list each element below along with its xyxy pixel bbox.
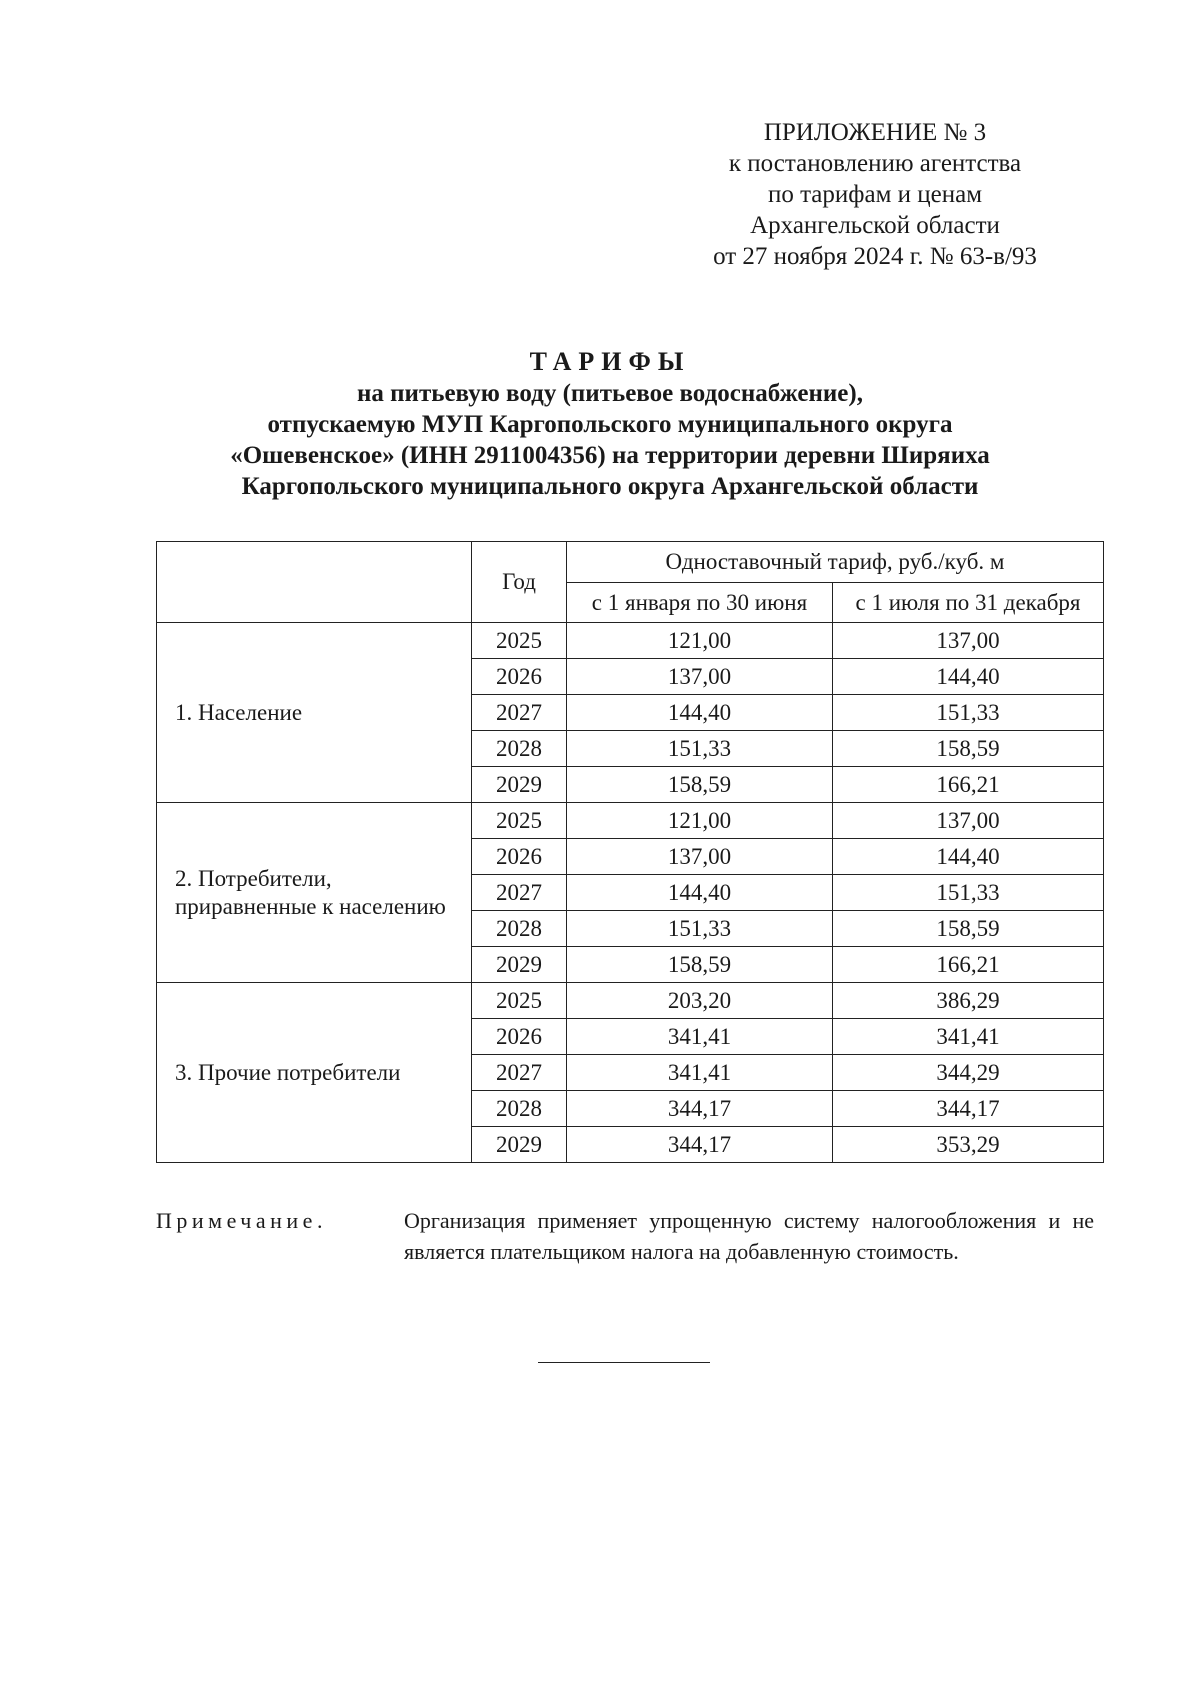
table-row: [157, 803, 1104, 839]
year-cell: 2027: [472, 1055, 567, 1091]
tariff-cell-period-2: 137,00: [833, 623, 1104, 659]
tariff-cell-period-2: 151,33: [833, 695, 1104, 731]
end-divider: [538, 1362, 710, 1363]
table-row: [157, 623, 1104, 659]
tariff-cell-period-2: 166,21: [833, 947, 1104, 983]
tariff-cell-period-2: 353,29: [833, 1127, 1104, 1163]
tariff-cell-period-2: 344,29: [833, 1055, 1104, 1091]
tariff-cell-period-2: 151,33: [833, 875, 1104, 911]
year-cell: 2028: [472, 911, 567, 947]
year-cell: 2026: [472, 659, 567, 695]
document-title: [150, 346, 1070, 502]
tariff-cell-period-1: 344,17: [567, 1091, 833, 1127]
year-cell: 2027: [472, 875, 567, 911]
tariff-cell-period-1: 137,00: [567, 659, 833, 695]
header-period-1: с 1 января по 30 июня: [567, 583, 833, 623]
group-label: 3. Прочие потребители: [157, 983, 472, 1163]
appendix-line: Архангельской области: [750, 212, 1000, 239]
tariff-cell-period-2: 341,41: [833, 1019, 1104, 1055]
table-header-row: [157, 542, 1104, 583]
group-label: 1. Население: [157, 623, 472, 803]
tariff-cell-period-2: 386,29: [833, 983, 1104, 1019]
year-cell: 2029: [472, 947, 567, 983]
appendix-line: по тарифам и ценам: [767, 181, 983, 208]
tariff-cell-period-1: 151,33: [567, 731, 833, 767]
tariff-cell-period-1: 203,20: [567, 983, 833, 1019]
appendix-header: [640, 117, 1110, 272]
tariff-cell-period-1: 158,59: [567, 947, 833, 983]
group-label: 2. Потребители, приравненные к населению: [157, 803, 472, 983]
tariff-cell-period-1: 344,17: [567, 1127, 833, 1163]
year-cell: 2028: [472, 1091, 567, 1127]
tariff-cell-period-2: 137,00: [833, 803, 1104, 839]
header-empty-cell: [157, 542, 472, 623]
tariff-cell-period-1: 151,33: [567, 911, 833, 947]
year-cell: 2025: [472, 983, 567, 1019]
tariff-cell-period-1: 341,41: [567, 1019, 833, 1055]
note-text: Организация применяет упрощенную систему налогообложения и не является плательщиком налога на добавленную стоимость.: [404, 1208, 1094, 1264]
tariff-cell-period-1: 121,00: [567, 803, 833, 839]
appendix-number: ПРИЛОЖЕНИЕ № 3: [763, 119, 987, 146]
tariff-cell-period-1: 144,40: [567, 875, 833, 911]
tariff-cell-period-1: 158,59: [567, 767, 833, 803]
appendix-date: от 27 ноября 2024 г. № 63-в/93: [713, 243, 1037, 270]
table-row: [157, 983, 1104, 1019]
year-cell: 2027: [472, 695, 567, 731]
tariff-cell-period-2: 144,40: [833, 839, 1104, 875]
title-line: Каргопольского муниципального округа Архангельской области: [241, 473, 979, 500]
tariff-cell-period-1: 137,00: [567, 839, 833, 875]
tariff-table: [156, 541, 1104, 1163]
title-line: на питьевую воду (питьевое водоснабжение),: [357, 380, 863, 407]
year-cell: 2029: [472, 1127, 567, 1163]
year-cell: 2026: [472, 1019, 567, 1055]
header-year: Год: [472, 542, 567, 623]
tariff-cell-period-1: 144,40: [567, 695, 833, 731]
tariff-cell-period-2: 158,59: [833, 731, 1104, 767]
year-cell: 2025: [472, 803, 567, 839]
title-line: отпускаемую МУП Каргопольского муниципального округа: [267, 411, 953, 438]
tariff-cell-period-2: 166,21: [833, 767, 1104, 803]
tariff-cell-period-2: 158,59: [833, 911, 1104, 947]
tariff-cell-period-2: 144,40: [833, 659, 1104, 695]
year-cell: 2028: [472, 731, 567, 767]
tariff-cell-period-1: 341,41: [567, 1055, 833, 1091]
note-label: Примечание.: [156, 1208, 327, 1233]
year-cell: 2029: [472, 767, 567, 803]
appendix-line: к постановлению агентства: [728, 150, 1022, 177]
tariff-cell-period-2: 344,17: [833, 1091, 1104, 1127]
title-main: ТАРИФЫ: [529, 347, 691, 376]
header-period-2: с 1 июля по 31 декабря: [833, 583, 1104, 623]
title-line: «Ошевенское» (ИНН 2911004356) на территории деревни Ширяиха: [230, 442, 990, 469]
header-tariff: Одноставочный тариф, руб./куб. м: [567, 542, 1104, 583]
tariff-cell-period-1: 121,00: [567, 623, 833, 659]
year-cell: 2026: [472, 839, 567, 875]
year-cell: 2025: [472, 623, 567, 659]
